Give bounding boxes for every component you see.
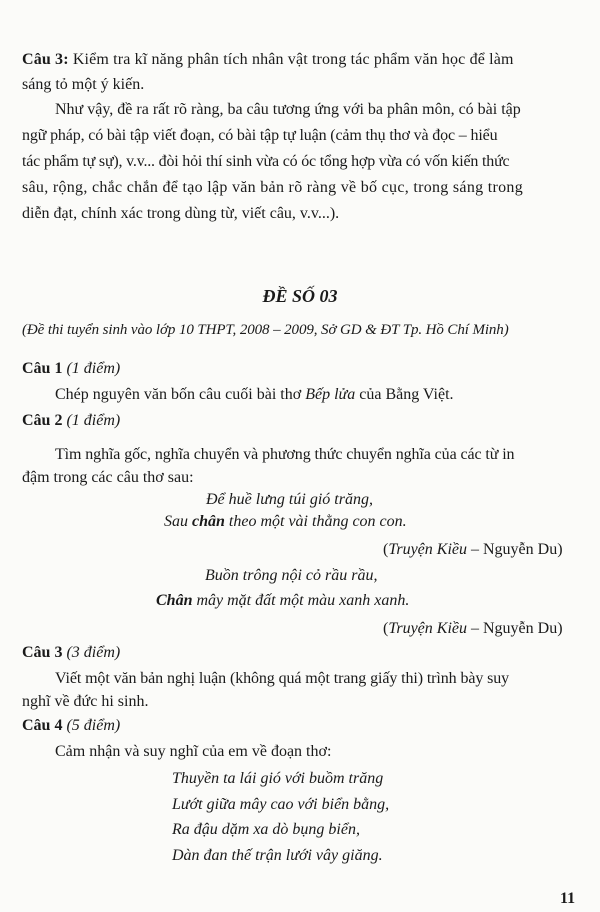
q3-label: Câu 3 bbox=[22, 644, 63, 661]
q1-heading bbox=[22, 359, 120, 379]
q2-label: Câu 2 bbox=[22, 412, 63, 429]
intro-q3-line-1 bbox=[22, 50, 514, 70]
source-paren: ( bbox=[383, 541, 389, 558]
q2-poem1-line-2 bbox=[164, 512, 407, 532]
exam-subtitle: (Đề thi tuyển sinh vào lớp 10 THPT, 2008 – 2009, Sở GD & ĐT Tp. Hồ Chí Minh) bbox=[22, 322, 509, 338]
q2-heading bbox=[22, 411, 120, 431]
intro-para-line: Như vậy, đề ra rất rõ ràng, ba câu tương ứng với ba phân môn, có bài tập bbox=[55, 101, 521, 118]
bold-word-chan: Chân bbox=[156, 592, 193, 609]
q2-text-line-1: Tìm nghĩa gốc, nghĩa chuyển và phương thức chuyển nghĩa của các từ in bbox=[55, 446, 515, 463]
source-work: Truyện Kiều bbox=[388, 541, 467, 558]
q4-points: (5 điểm) bbox=[62, 717, 121, 734]
q4-poem-line: Dàn đan thế trận lưới vây giăng. bbox=[172, 847, 383, 864]
q1-label: Câu 1 bbox=[22, 360, 63, 377]
exam-title: ĐỀ SỐ 03 bbox=[262, 286, 338, 306]
bold-word-chan: chân bbox=[192, 513, 225, 530]
q4-text: Cảm nhận và suy nghĩ của em về đoạn thơ: bbox=[55, 743, 332, 760]
source-author: – Nguyễn Du) bbox=[467, 541, 563, 558]
intro-para-line: sâu, rộng, chắc chắn để tạo lập văn bản rõ ràng về bố cục, trong sáng trong bbox=[22, 179, 523, 196]
q1-poem-title: Bếp lửa bbox=[305, 386, 356, 403]
q4-poem-line: Ra đậu dặm xa dò bụng biển, bbox=[172, 821, 360, 838]
q3-text-line-1: Viết một văn bản nghị luận (không quá một trang giấy thi) trình bày suy bbox=[55, 670, 510, 687]
poem-text: theo một vài thằng con con. bbox=[224, 513, 407, 530]
q3-points: (3 điểm) bbox=[62, 644, 121, 661]
intro-para-line: diễn đạt, chính xác trong dùng từ, viết câu, v.v...). bbox=[22, 205, 340, 222]
q2-poem2-line-2 bbox=[156, 591, 409, 611]
q1-text bbox=[55, 385, 454, 405]
q2-source-2 bbox=[383, 619, 563, 639]
q4-label: Câu 4 bbox=[22, 717, 63, 734]
q3-heading bbox=[22, 643, 120, 663]
q3-text-line-2: nghĩ về đức hi sinh. bbox=[22, 693, 149, 710]
q2-poem2-line-1: Buồn trông nội cỏ rầu rầu, bbox=[205, 567, 378, 584]
poem-text: mây mặt đất một màu xanh xanh. bbox=[192, 592, 410, 609]
q2-points: (1 điểm) bbox=[62, 412, 121, 429]
q1-text-suffix: của Bằng Việt. bbox=[355, 386, 454, 403]
q4-poem-line: Thuyền ta lái gió với buồm trăng bbox=[172, 770, 384, 787]
intro-para-line: ngữ pháp, có bài tập viết đoạn, có bài tập tự luận (cảm thụ thơ và đọc – hiểu bbox=[22, 127, 498, 144]
q4-heading bbox=[22, 716, 120, 736]
intro-para-line: tác phẩm tự sự), v.v... đòi hỏi thí sinh vừa có óc tổng hợp vừa có vốn kiến thức bbox=[22, 153, 510, 170]
q1-points: (1 điểm) bbox=[62, 360, 121, 377]
q2-source-1 bbox=[383, 540, 563, 560]
source-author: – Nguyễn Du) bbox=[467, 620, 563, 637]
q2-poem1-line-1: Để huề lưng túi gió trăng, bbox=[206, 491, 373, 508]
source-paren: ( bbox=[383, 620, 389, 637]
q2-text-line-2: đậm trong các câu thơ sau: bbox=[22, 469, 194, 486]
page-number: 11 bbox=[560, 890, 576, 907]
intro-q3-line-2: sáng tỏ một ý kiến. bbox=[22, 76, 145, 93]
q1-text-prefix: Chép nguyên văn bốn câu cuối bài thơ bbox=[55, 386, 306, 403]
q4-poem-line: Lướt giữa mây cao với biển bằng, bbox=[172, 796, 390, 813]
source-work: Truyện Kiều bbox=[388, 620, 467, 637]
intro-q3-label: Câu 3: bbox=[22, 51, 69, 68]
intro-q3-text: Kiểm tra kĩ năng phân tích nhân vật trong tác phẩm văn học để làm bbox=[68, 51, 514, 68]
poem-text: Sau bbox=[164, 513, 192, 530]
